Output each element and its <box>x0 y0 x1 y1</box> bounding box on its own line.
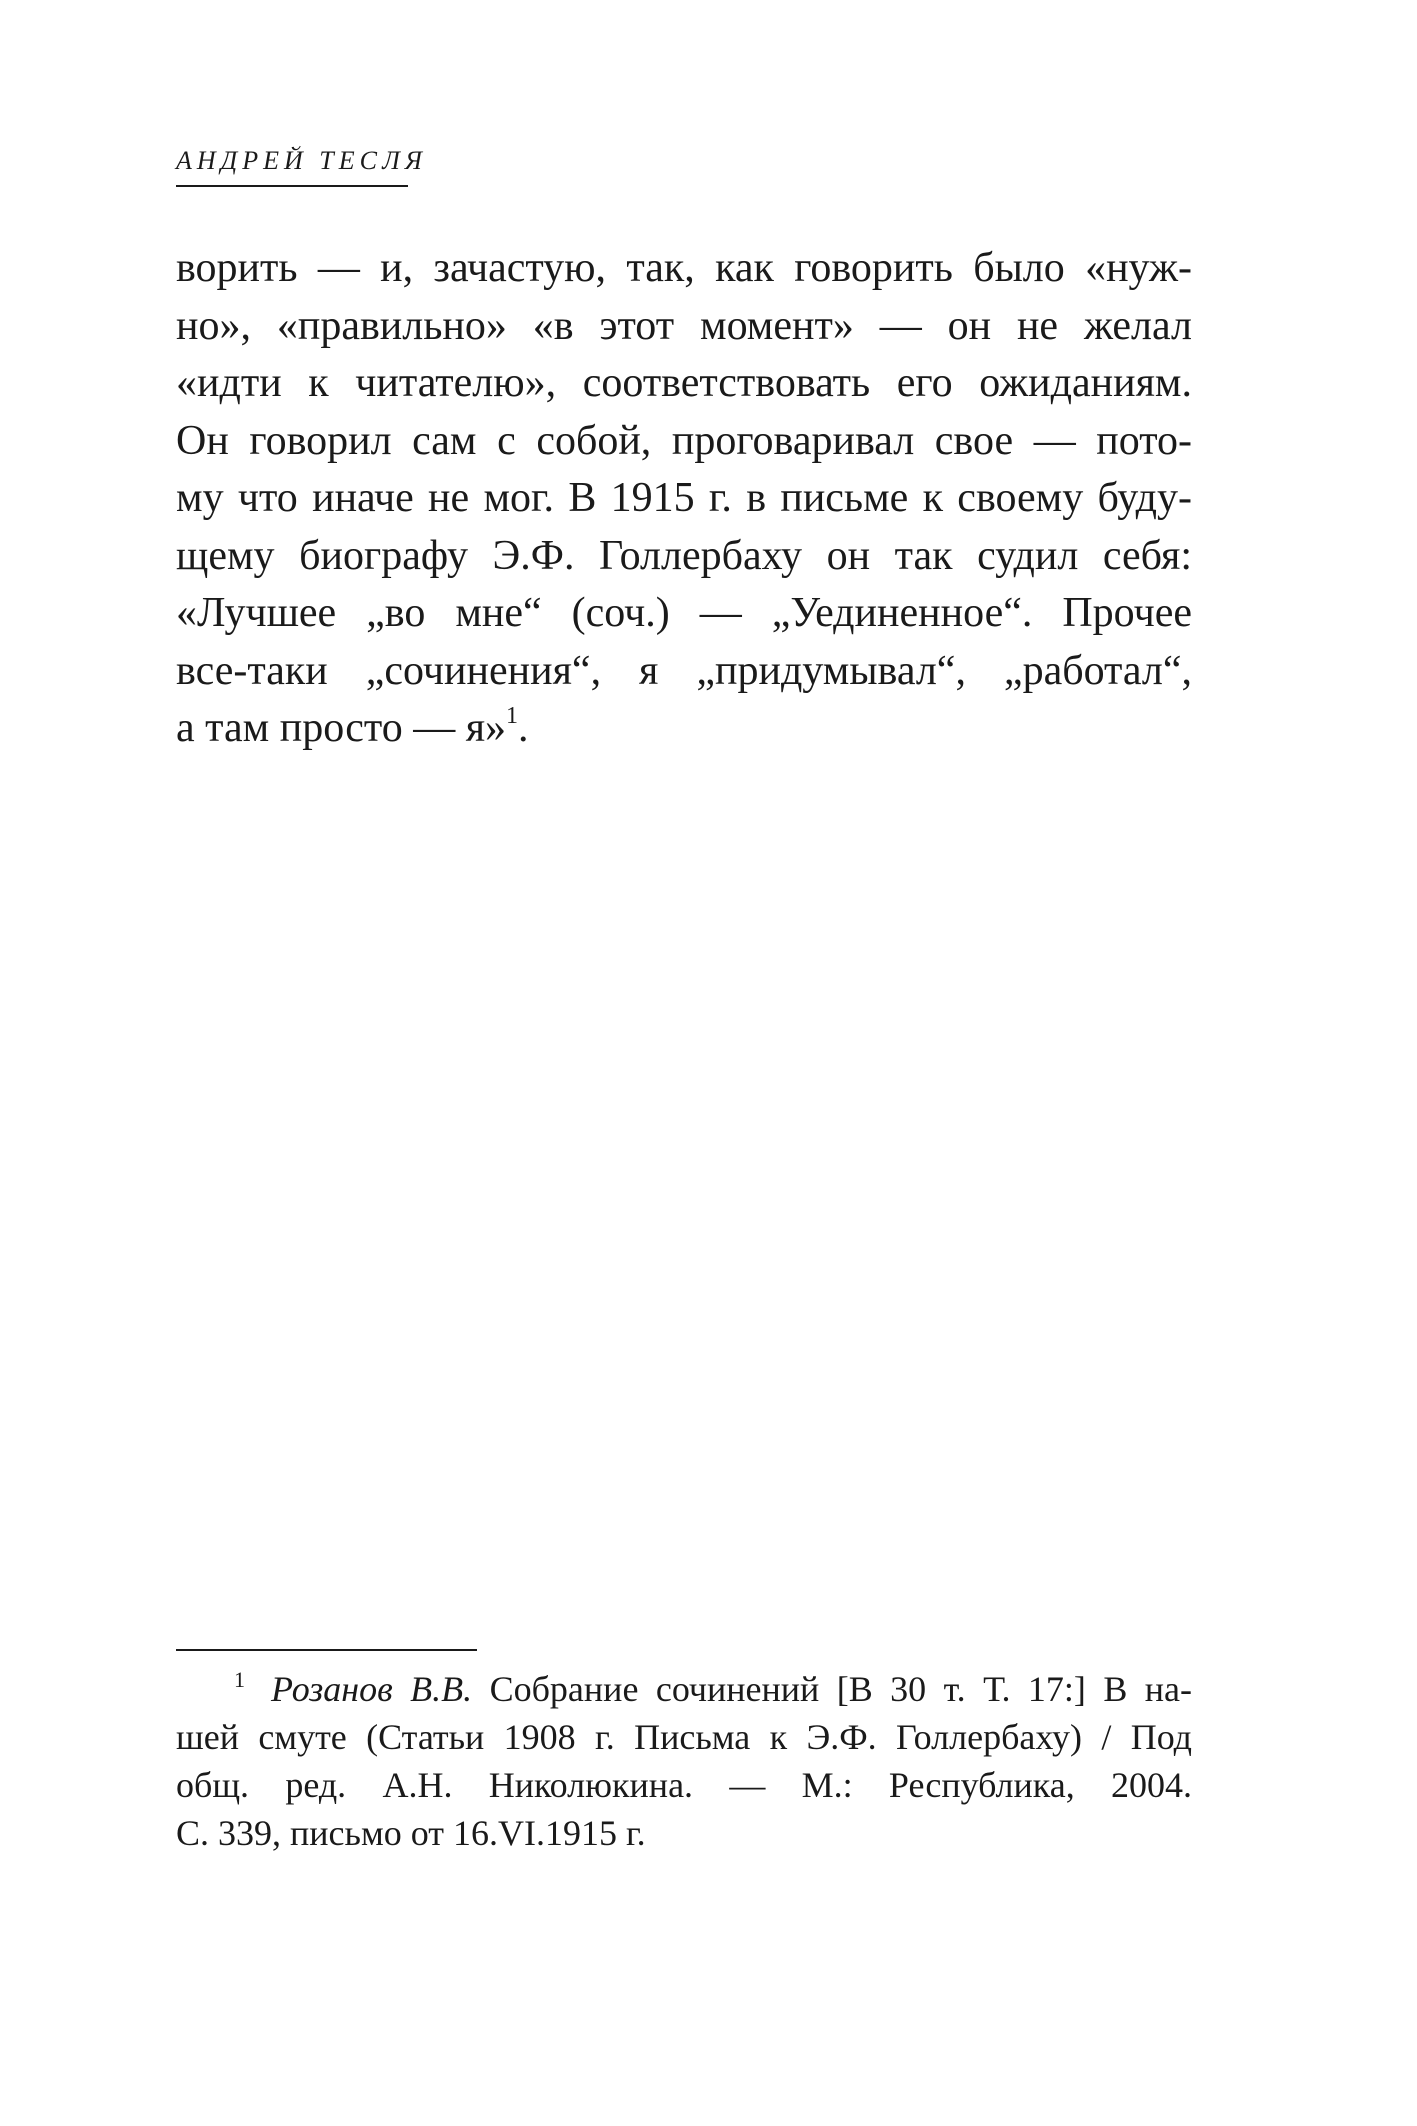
body-line-last <box>176 700 1192 758</box>
footnote-line: шей смуте (Статьи 1908 г. Письма к Э.Ф. Голлербаху) / Под <box>176 1717 1192 1757</box>
footnote-block <box>176 1665 1192 1857</box>
footnote-author: Розанов В.В. <box>271 1669 473 1709</box>
running-head-rule <box>176 185 408 187</box>
body-last-text: а там просто — я» <box>176 705 507 751</box>
body-line: щему биографу Э.Ф. Голлербаху он так судил себя: <box>176 532 1192 579</box>
body-line: му что иначе не мог. В 1915 г. в письме к своему буду- <box>176 475 1192 521</box>
footnote-separator <box>176 1649 477 1651</box>
running-head-title: АНДРЕЙ ТЕСЛЯ <box>176 146 427 175</box>
footnote-line: 1 Розанов В.В. Собрание сочинений [В 30 т. Т. 17:] В на- <box>234 1667 1193 1709</box>
body-last-punct: . <box>518 705 529 751</box>
body-line: «Лучшее „во мне“ (соч.) — „Уединенное“. Прочее <box>176 590 1192 636</box>
footnote-text: Собрание сочинений [В 30 т. Т. 17:] В на- <box>472 1669 1193 1709</box>
footnote-line: общ. ред. А.Н. Николюкина. — М.: Республика, 2004. <box>176 1765 1192 1805</box>
body-line: ворить — и, зачастую, так, как говорить было «нуж- <box>176 245 1192 291</box>
body-line: Он говорил сам с собой, проговаривал свое — пото- <box>176 417 1192 464</box>
body-paragraph <box>176 240 1192 758</box>
footnote-reference[interactable]: 1 <box>506 703 519 729</box>
body-line: но», «правильно» «в этот момент» — он не желал <box>176 302 1192 349</box>
footnote-line: С. 339, письмо от 16.VI.1915 г. <box>176 1813 646 1853</box>
body-line: все-таки „сочинения“, я „придумывал“, „работал“, <box>176 647 1192 694</box>
body-line: «идти к читателю», соответствовать его ожиданиям. <box>176 360 1192 406</box>
